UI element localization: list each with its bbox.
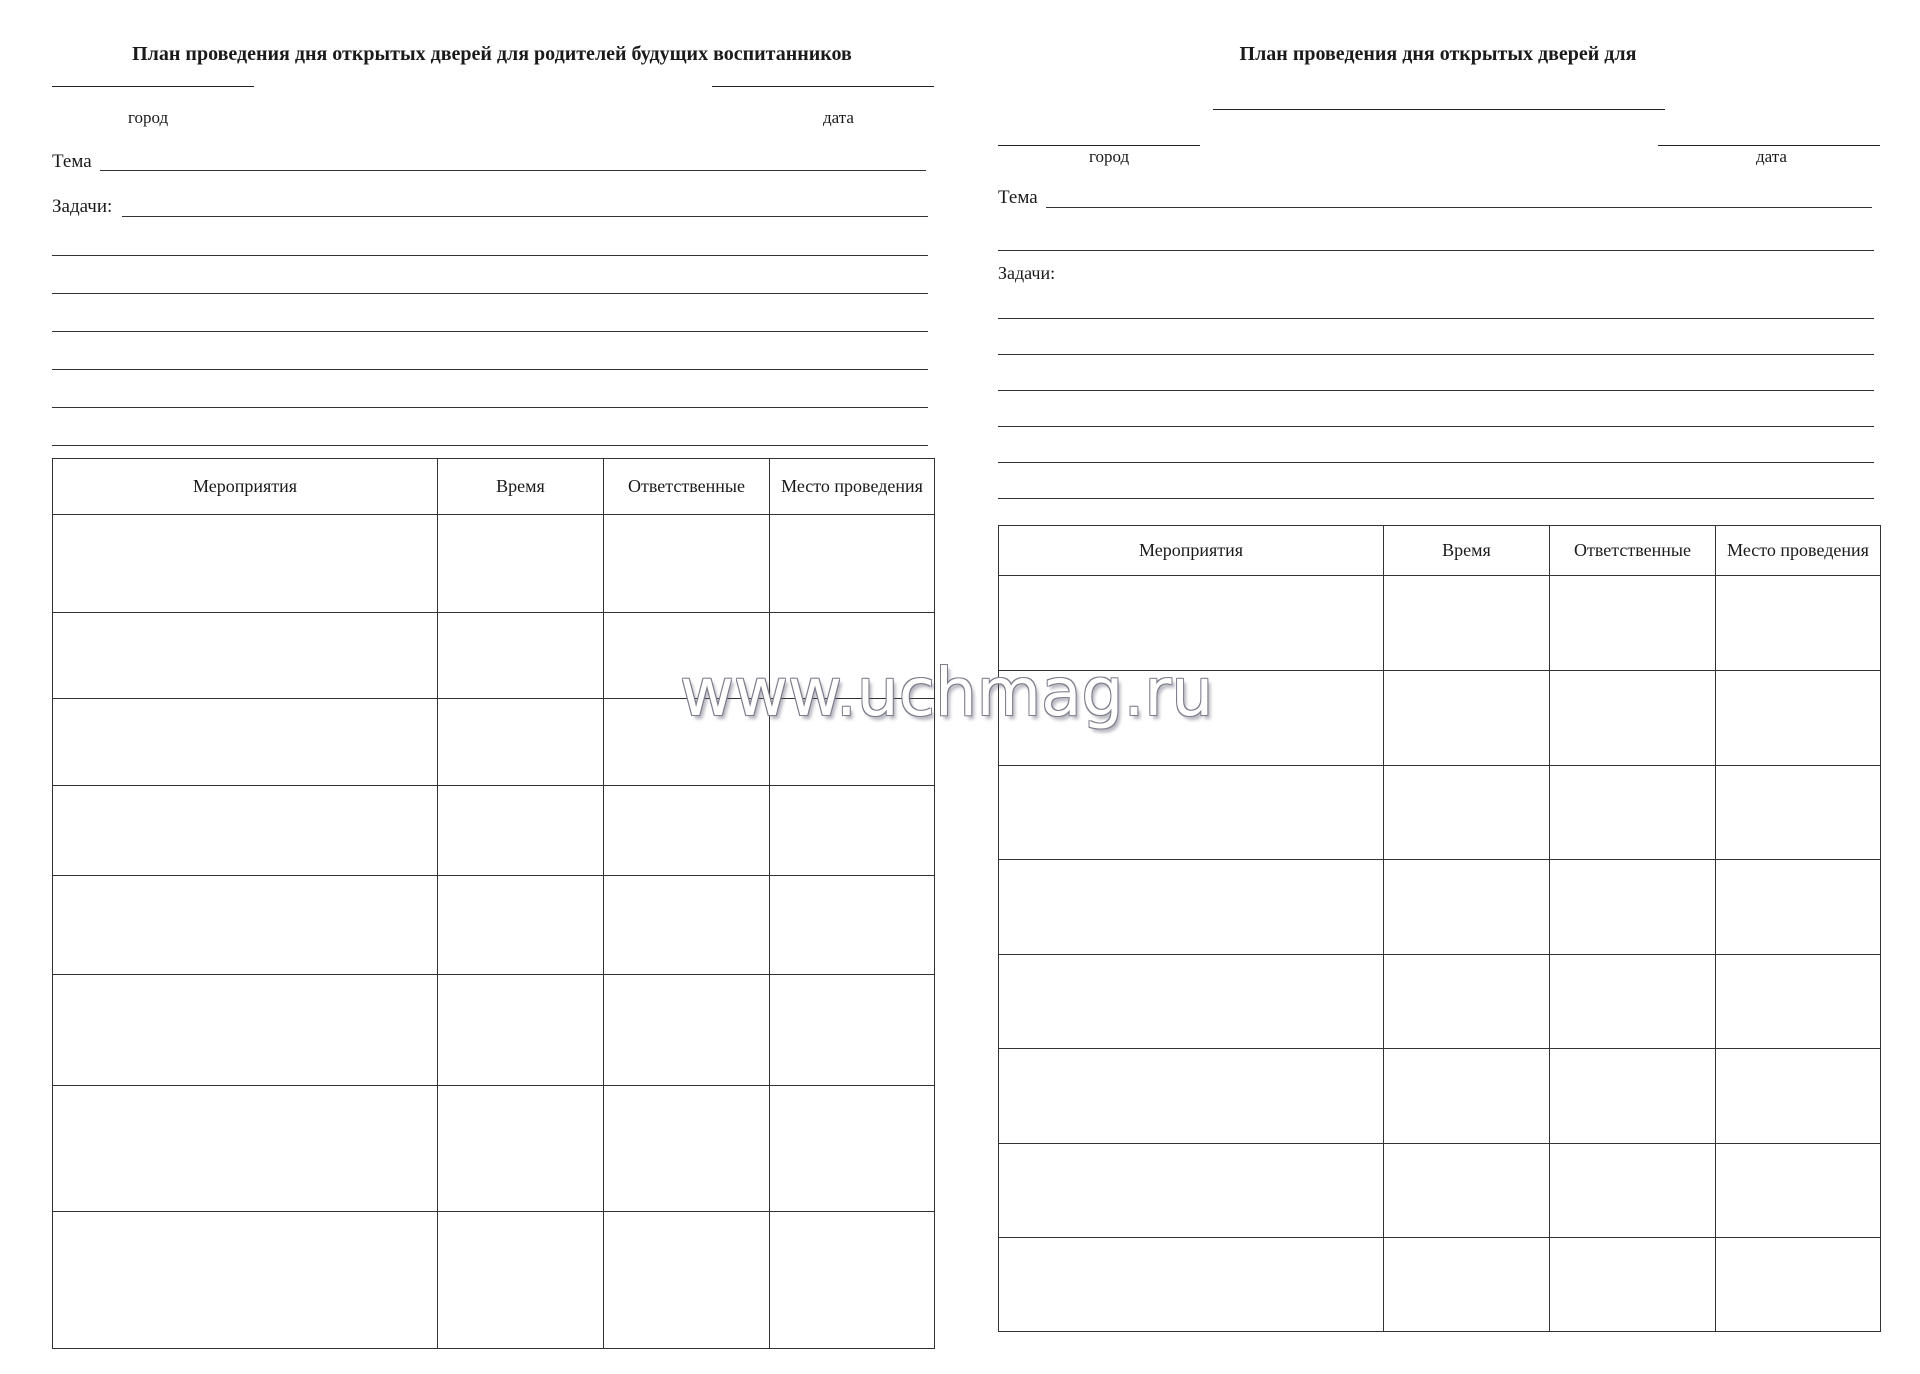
left-tasks-line[interactable] (52, 311, 928, 332)
header-responsible: Ответственные (1550, 526, 1716, 576)
cell-responsible[interactable] (604, 876, 770, 975)
header-place: Место проведения (1716, 526, 1881, 576)
right-plan-table (998, 525, 1881, 1332)
cell-events[interactable] (999, 860, 1384, 955)
cell-responsible[interactable] (1550, 671, 1716, 766)
table-row (999, 766, 1881, 860)
cell-events[interactable] (53, 613, 438, 699)
cell-events[interactable] (53, 1086, 438, 1212)
cell-time[interactable] (1384, 1144, 1550, 1238)
cell-time[interactable] (438, 1086, 604, 1212)
cell-events[interactable] (53, 786, 438, 876)
header-responsible: Ответственные (604, 459, 770, 515)
right-city-caption: город (1089, 147, 1130, 166)
table-row (53, 975, 935, 1086)
table-header-row (999, 526, 1881, 576)
cell-responsible[interactable] (1550, 1238, 1716, 1332)
header-events: Мероприятия (53, 459, 438, 515)
cell-events[interactable] (999, 955, 1384, 1049)
cell-time[interactable] (1384, 671, 1550, 766)
header-place: Место проведения (770, 459, 935, 515)
left-city-field[interactable] (52, 86, 254, 87)
cell-events[interactable] (999, 766, 1384, 860)
cell-place[interactable] (1716, 671, 1881, 766)
left-date-caption: дата (823, 108, 854, 127)
left-tasks-line[interactable] (52, 349, 928, 370)
left-theme-field[interactable] (100, 150, 926, 171)
cell-events[interactable] (53, 515, 438, 613)
right-date-caption: дата (1756, 147, 1787, 166)
cell-time[interactable] (1384, 576, 1550, 671)
table-row (53, 515, 935, 613)
left-tasks-line[interactable] (52, 425, 928, 446)
cell-time[interactable] (438, 975, 604, 1086)
right-date-field[interactable] (1658, 145, 1880, 146)
cell-events[interactable] (53, 975, 438, 1086)
left-tasks-field[interactable] (122, 196, 928, 217)
cell-time[interactable] (1384, 1238, 1550, 1332)
cell-place[interactable] (770, 1086, 935, 1212)
cell-responsible[interactable] (1550, 860, 1716, 955)
cell-events[interactable] (999, 1144, 1384, 1238)
cell-responsible[interactable] (1550, 955, 1716, 1049)
cell-events[interactable] (53, 876, 438, 975)
table-row (53, 1212, 935, 1349)
table-row (999, 1049, 1881, 1144)
table-row (999, 1238, 1881, 1332)
header-events: Мероприятия (999, 526, 1384, 576)
right-form-title: План проведения дня открытых дверей для (1239, 43, 1637, 65)
cell-events[interactable] (999, 1049, 1384, 1144)
cell-time[interactable] (438, 515, 604, 613)
left-tasks-line[interactable] (52, 273, 928, 294)
header-time: Время (438, 459, 604, 515)
left-date-field[interactable] (712, 86, 934, 87)
cell-responsible[interactable] (604, 975, 770, 1086)
cell-time[interactable] (1384, 1049, 1550, 1144)
left-tasks-line[interactable] (52, 235, 928, 256)
header-time: Время (1384, 526, 1550, 576)
left-tasks-label: Задачи: (52, 196, 113, 217)
cell-events[interactable] (53, 699, 438, 786)
table-header-row (53, 459, 935, 515)
left-form-title: План проведения дня открытых дверей для родителей будущих воспитанников (132, 43, 852, 65)
cell-place[interactable] (1716, 1238, 1881, 1332)
right-theme-field[interactable] (1046, 187, 1872, 208)
cell-responsible[interactable] (604, 786, 770, 876)
cell-place[interactable] (770, 1212, 935, 1349)
cell-place[interactable] (770, 975, 935, 1086)
cell-time[interactable] (1384, 766, 1550, 860)
cell-place[interactable] (1716, 1144, 1881, 1238)
cell-responsible[interactable] (1550, 1144, 1716, 1238)
right-tasks-line[interactable] (998, 298, 1874, 319)
cell-responsible[interactable] (604, 1212, 770, 1349)
left-city-caption: город (128, 108, 169, 127)
right-tasks-label: Задачи: (998, 263, 1056, 283)
cell-responsible[interactable] (1550, 576, 1716, 671)
cell-responsible[interactable] (1550, 766, 1716, 860)
table-row (999, 1144, 1881, 1238)
cell-events[interactable] (53, 1212, 438, 1349)
cell-place[interactable] (1716, 576, 1881, 671)
right-theme-line[interactable] (998, 230, 1874, 251)
cell-time[interactable] (438, 786, 604, 876)
right-theme-label: Тема (998, 187, 1038, 208)
cell-place[interactable] (770, 786, 935, 876)
cell-time[interactable] (1384, 860, 1550, 955)
cell-events[interactable] (999, 1238, 1384, 1332)
table-row (53, 1086, 935, 1212)
right-city-field[interactable] (998, 145, 1200, 146)
right-tasks-line[interactable] (998, 442, 1874, 463)
cell-time[interactable] (438, 1212, 604, 1349)
table-row (999, 955, 1881, 1049)
table-row (53, 876, 935, 975)
right-tasks-line[interactable] (998, 370, 1874, 391)
cell-responsible[interactable] (604, 515, 770, 613)
cell-place[interactable] (1716, 860, 1881, 955)
cell-time[interactable] (438, 699, 604, 786)
cell-responsible[interactable] (604, 1086, 770, 1212)
right-tasks-line[interactable] (998, 406, 1874, 427)
left-theme-label: Тема (52, 151, 92, 172)
right-tasks-line[interactable] (998, 478, 1874, 499)
cell-place[interactable] (770, 876, 935, 975)
right-tasks-line[interactable] (998, 334, 1874, 355)
cell-place[interactable] (770, 515, 935, 613)
watermark-logo: www.uchmag.ru (680, 654, 1214, 731)
cell-time[interactable] (438, 613, 604, 699)
cell-responsible[interactable] (1550, 1049, 1716, 1144)
table-row (53, 786, 935, 876)
cell-place[interactable] (1716, 1049, 1881, 1144)
cell-time[interactable] (1384, 955, 1550, 1049)
left-plan-table (52, 458, 935, 1349)
cell-place[interactable] (1716, 955, 1881, 1049)
right-title-blank-field[interactable] (1213, 109, 1665, 110)
cell-place[interactable] (1716, 766, 1881, 860)
cell-time[interactable] (438, 876, 604, 975)
table-row (999, 860, 1881, 955)
left-tasks-line[interactable] (52, 387, 928, 408)
